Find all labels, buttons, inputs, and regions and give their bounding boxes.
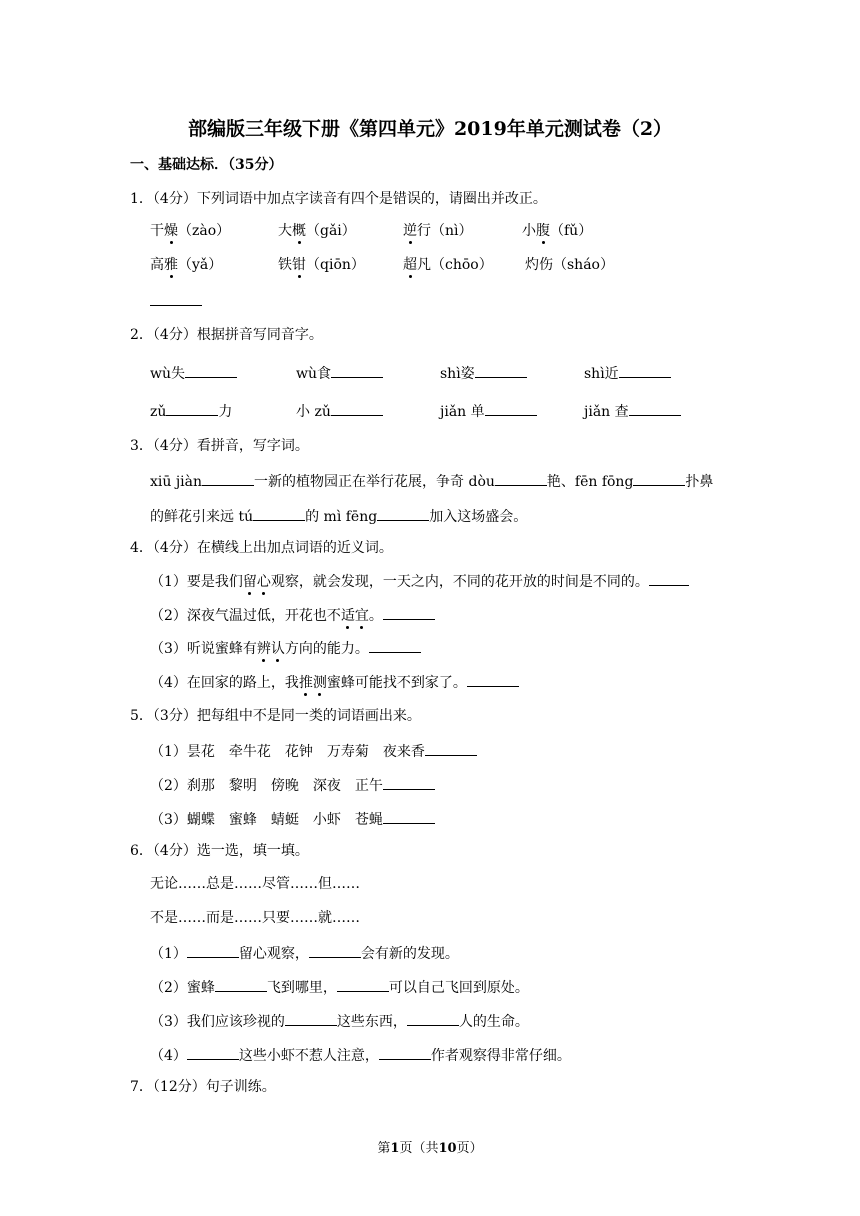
section-heading: 一、基础达标．（35分） (130, 157, 283, 173)
question-2-heading: 2．（4分）根据拼音写同音字。 (130, 327, 323, 343)
q6-sentence-2: （2）蜜蜂 飞到哪里， 可以自己飞回到原处。 (150, 976, 529, 998)
q2-item: wù失 (150, 362, 237, 384)
q3-line-2: 的鲜花引来远 tú 的 mì fēng 加入这场盛会。 (150, 505, 527, 527)
q2-item: jiǎn 查 (584, 400, 681, 422)
q5-group-2: （2）刹那 黎明 傍晚 深夜 正午 (150, 774, 435, 796)
q6-options-2: 不是……而是……只要……就…… (150, 910, 360, 926)
q4-sentence-4: （4）在回家的路上，我推测蜜蜂可能找不到家了。 (150, 671, 519, 693)
q2-item: jiǎn 单 (440, 400, 537, 422)
q6-options-1: 无论……总是……尽管……但…… (150, 876, 360, 892)
q2-item: 小 zǔ (296, 400, 383, 422)
question-3-heading: 3．（4分）看拼音，写字词。 (130, 438, 309, 454)
q2-item: zǔ 力 (150, 400, 232, 422)
q6-sentence-3: （3）我们应该珍视的 这些东西， 人的生命。 (150, 1010, 529, 1032)
q2-item: shì姿 (440, 362, 527, 384)
q2-item: shì近 (584, 362, 671, 384)
q5-group-3: （3）蝴蝶 蜜蜂 蜻蜓 小虾 苍蝇 (150, 808, 435, 830)
q4-sentence-2: （2）深夜气温过低，开花也不适宜。 (150, 604, 435, 626)
q1-row-1-item-2: 大概（gǎi） (278, 223, 356, 239)
q6-sentence-1: （1） 留心观察， 会有新的发现。 (150, 942, 459, 964)
q6-sentence-4: （4） 这些小虾不惹人注意， 作者观察得非常仔细。 (150, 1044, 571, 1066)
page-footer: 第1页（共10页） (377, 1141, 483, 1156)
question-7-heading: 7．（12分）句子训练。 (130, 1079, 276, 1095)
q1-row-1-item-3: 逆行（nì） (403, 223, 473, 239)
q1-row-2-item-3: 超凡（chōo） (403, 257, 493, 273)
q1-row-2-item-2: 铁钳（qiōn） (278, 257, 365, 273)
question-6-heading: 6．（4分）选一选，填一填。 (130, 843, 309, 859)
answer-blank[interactable] (150, 290, 202, 312)
question-5-heading: 5．（3分）把每组中不是同一类的词语画出来。 (130, 708, 421, 724)
q4-sentence-3: （3）听说蜜蜂有辨认方向的能力。 (150, 637, 421, 659)
q1-row-2-item-4: 灼伤（sháo） (525, 257, 614, 273)
question-1-heading: 1．（4分）下列词语中加点字读音有四个是错误的，请圈出并改正。 (130, 191, 547, 207)
q5-group-1: （1）昙花 牵牛花 花钟 万寿菊 夜来香 (150, 740, 477, 762)
page-title: 部编版三年级下册《第四单元》2019年单元测试卷（2） (187, 118, 673, 140)
q2-item: wù食 (296, 362, 383, 384)
q1-row-1-item-1: 干燥（zào） (150, 223, 231, 239)
q4-sentence-1: （1）要是我们留心观察，就会发现，一天之内，不同的花开放的时间是不同的。 (150, 570, 689, 592)
question-4-heading: 4．（4分）在横线上出加点词语的近义词。 (130, 540, 393, 556)
q3-line-1: xiū jiàn 一新的植物园正在举行花展，争奇 dòu 艳、fēn fōng 扑鼻 (150, 470, 713, 492)
q1-row-2-item-1: 高雅（yǎ） (150, 257, 223, 273)
q1-row-1-item-4: 小腹（fǔ） (522, 223, 593, 239)
